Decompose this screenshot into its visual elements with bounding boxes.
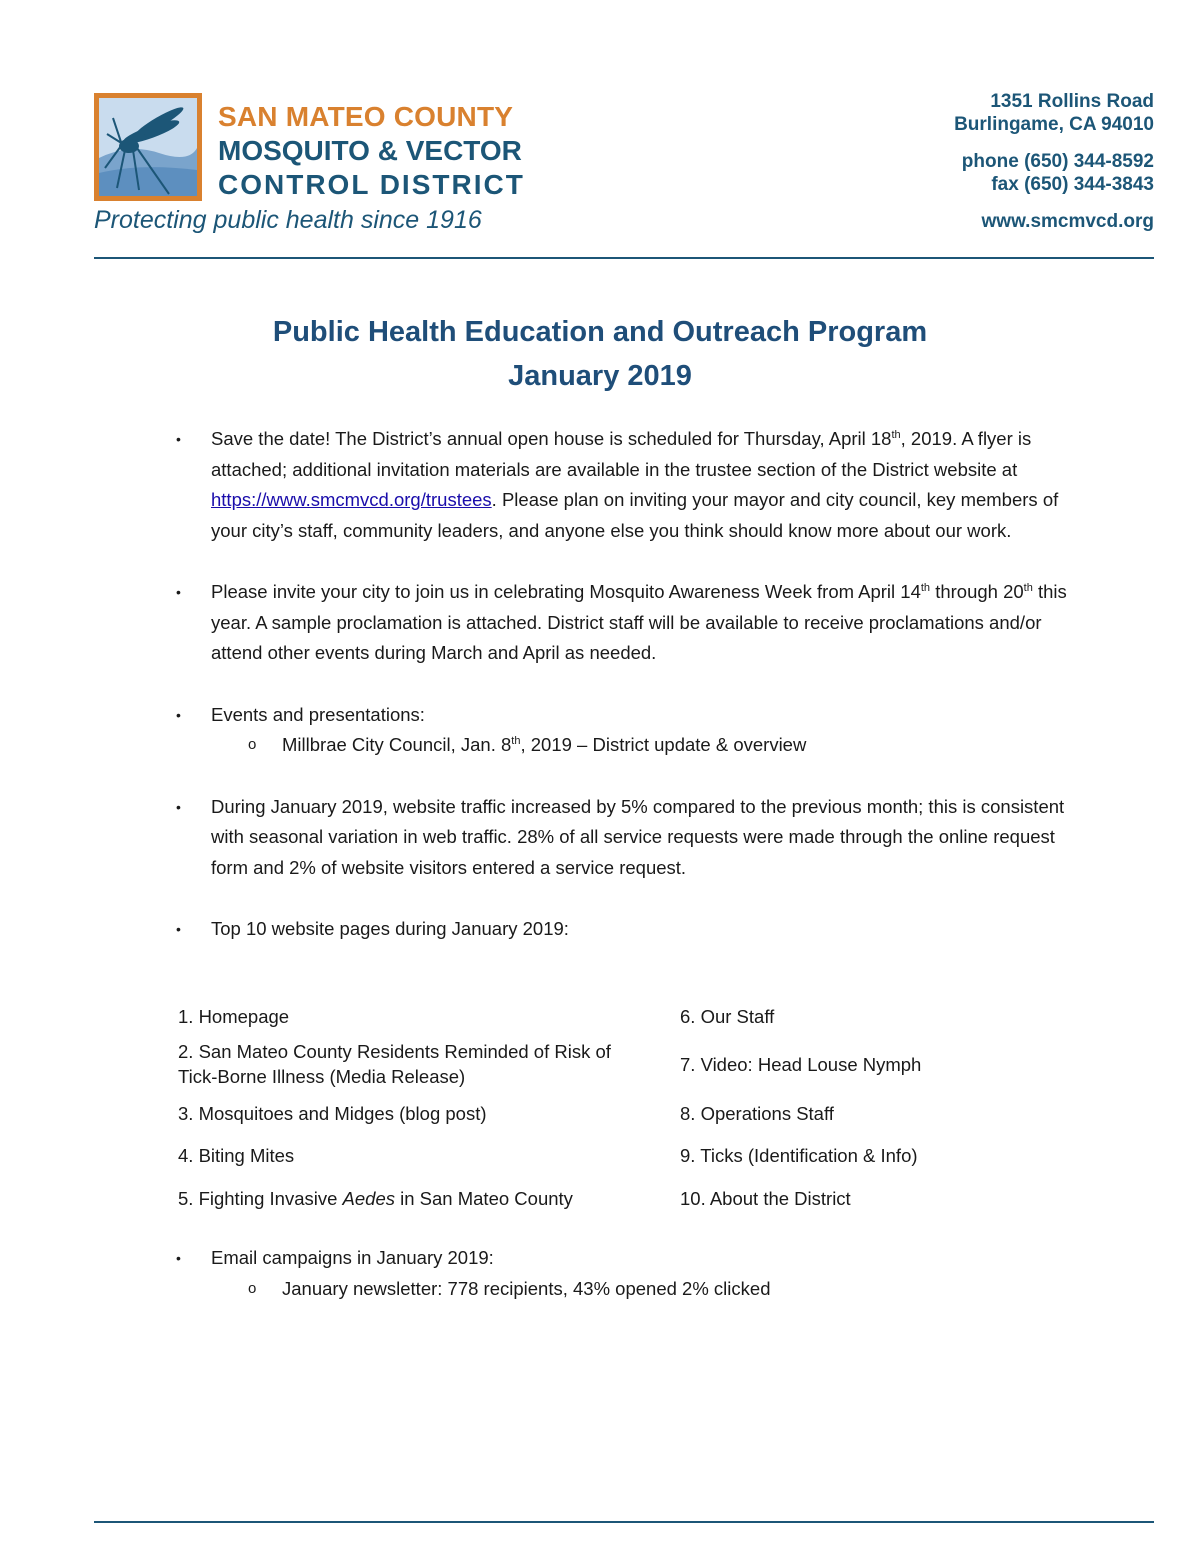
bullet-icon: • — [176, 921, 181, 937]
table-row: 5. Fighting Invasive Aedes in San Mateo County 10. About the District — [178, 1187, 851, 1209]
title-line1: Public Health Education and Outreach Program — [272, 316, 928, 348]
address-line2: Burlingame, CA 94010 — [954, 114, 1154, 135]
bullet-web-traffic: • During January 2019, website traffic increased by 5% compared to the previous month; this is consistent with seasonal variation in web traffic. 28% of all service requests were made through the online request form and 2% of website visitors entered a service request. — [176, 792, 1076, 884]
mosquito-logo-icon — [94, 93, 202, 201]
bullet-icon: • — [176, 798, 181, 815]
table-row: 1. Homepage 6. Our Staff — [178, 1005, 775, 1027]
contact-block — [954, 90, 1154, 233]
org-name-line3: CONTROL DISTRICT — [218, 169, 525, 200]
bullet-open-house: • Save the date! The District’s annual open house is scheduled for Thursday, April 18th, 2019. A flyer is attached; additional invitation materials are available in the trustee section of the District website at https://www.smcmvcd.org/trustees. Please plan on inviting your mayor and city council, key members of your city’s staff, community leaders, and anyone else you think should know more about our work. — [176, 424, 1076, 546]
sub-bullet-icon: o — [248, 1279, 257, 1297]
bullet-icon: • — [176, 431, 181, 447]
organization-name — [218, 100, 525, 202]
footer-divider — [94, 1521, 1154, 1523]
document-body — [176, 424, 1076, 976]
title-line2: January 2019 — [508, 360, 692, 392]
header-divider — [94, 257, 1154, 259]
table-row: 4. Biting Mites 9. Ticks (Identification & Info) — [178, 1144, 918, 1166]
table-row: 3. Mosquitoes and Midges (blog post) 8. Operations Staff — [178, 1102, 834, 1124]
phone-number: phone (650) 344-8592 — [961, 151, 1154, 172]
bullet-awareness-week: • Please invite your city to join us in celebrating Mosquito Awareness Week from April 14th through 20th this year. A sample proclamation is attached. District staff will be available to receive proclamations and/or attend other events during March and April as needed. — [176, 577, 1076, 669]
sub-bullet-icon: o — [248, 736, 257, 753]
bullet-icon: • — [176, 1250, 181, 1266]
bullet-icon: • — [176, 584, 181, 600]
tagline: Protecting public health since 1916 — [94, 206, 482, 234]
bullet-events: • Events and presentations: o Millbrae City Council, Jan. 8th, 2019 – District update & overview — [176, 700, 1076, 761]
page-title — [0, 310, 1200, 398]
table-row: 2. San Mateo County Residents Reminded of Risk of Tick-Borne Illness (Media Release) 7. Video: Head Louse Nymph — [178, 1041, 922, 1087]
bullet-icon: • — [176, 706, 181, 723]
org-name-line2: MOSQUITO & VECTOR — [218, 135, 522, 166]
top-pages-table — [178, 1000, 978, 1216]
fax-number: fax (650) 344-3843 — [991, 174, 1154, 195]
website: www.smcmvcd.org — [981, 211, 1154, 232]
trustees-link[interactable]: https://www.smcmvcd.org/trustees — [211, 489, 492, 510]
bullet-email-campaigns: • Email campaigns in January 2019: o January newsletter: 778 recipients, 43% opened 2% clicked — [176, 1243, 1076, 1335]
sub-item-millbrae: o Millbrae City Council, Jan. 8th, 2019 – District update & overview — [176, 730, 1076, 761]
address-line1: 1351 Rollins Road — [990, 91, 1154, 112]
org-name-line1: SAN MATEO COUNTY — [218, 101, 514, 132]
letterhead — [94, 88, 1154, 258]
bullet-top-pages: • Top 10 website pages during January 2019: — [176, 914, 1076, 945]
sub-item-newsletter: o January newsletter: 778 recipients, 43% opened 2% clicked — [176, 1274, 1076, 1305]
